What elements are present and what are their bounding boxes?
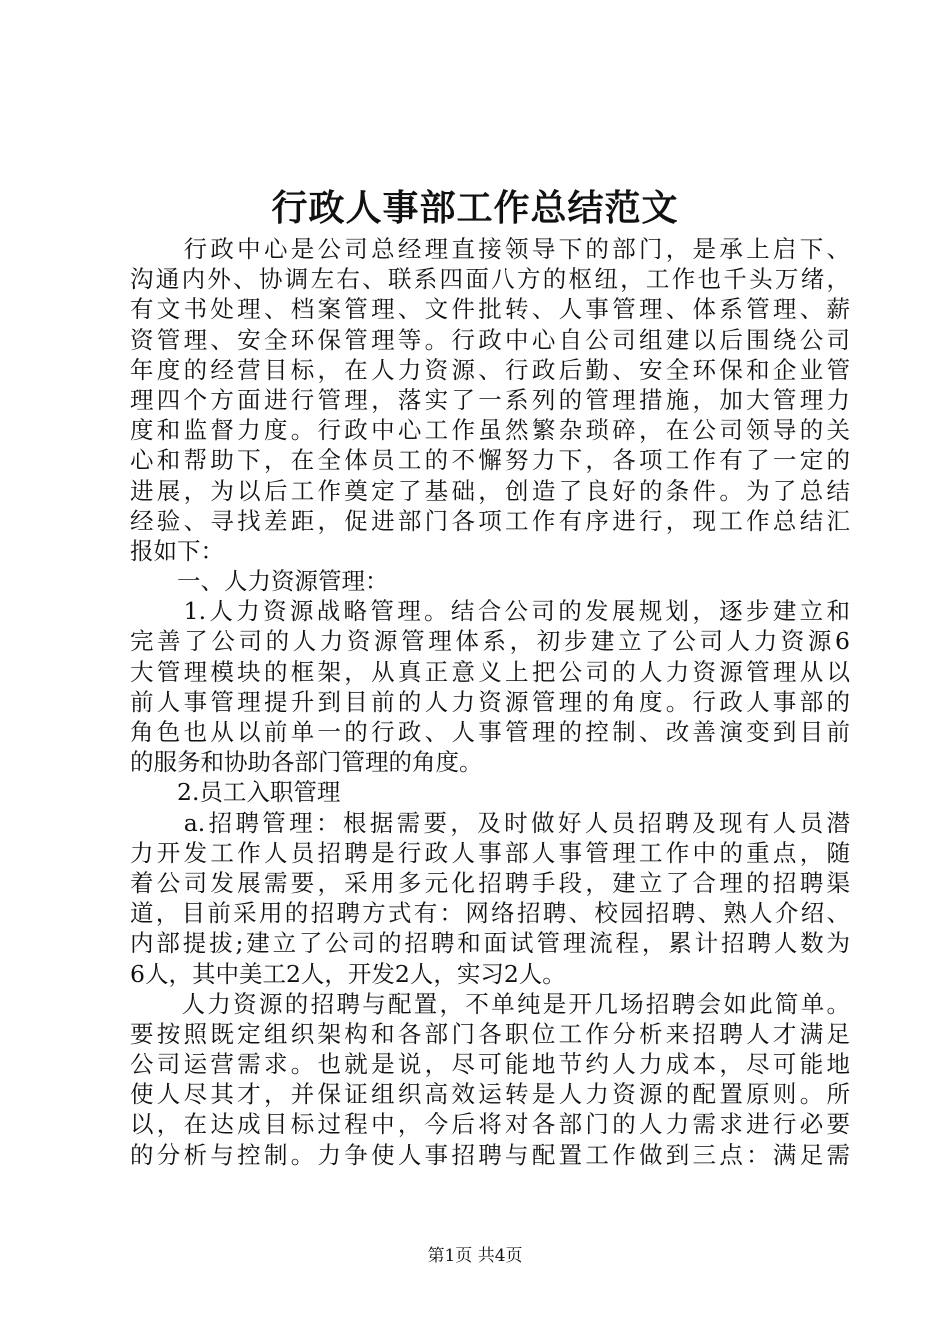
text-line: 1.人力资源战略管理。结合公司的发展规划，逐步建立和 [130, 597, 850, 626]
text-line: 的分析与控制。力争使人事招聘与配置工作做到三点：满足需 [130, 1140, 850, 1169]
text-line: 报如下： [130, 536, 224, 565]
text-line: 年度的经营目标，在人力资源、行政后勤、安全环保和企业管 [130, 355, 850, 384]
text-line: 有文书处理、档案管理、文件批转、人事管理、体系管理、薪 [130, 295, 850, 324]
text-line: 人力资源的招聘与配置，不单纯是开几场招聘会如此简单。 [130, 989, 850, 1018]
text-line: 大管理模块的框架，从真正意义上把公司的人力资源管理从以 [130, 657, 850, 686]
body-text [130, 234, 850, 1170]
text-line: 要按照既定组织架构和各部门各职位工作分析来招聘人才满足 [130, 1019, 850, 1048]
text-line: 行政中心是公司总经理直接领导下的部门，是承上启下、 [130, 235, 850, 263]
text-line: 6人，其中美工2人，开发2人，实习2人。 [130, 959, 566, 988]
text-line: 的服务和协助各部门管理的角度。 [130, 748, 483, 777]
text-line: 内部提拔;建立了公司的招聘和面试管理流程，累计招聘人数为 [130, 929, 850, 958]
subsection-heading: 2.员工入职管理 [130, 778, 341, 807]
text-line: 资管理、安全环保管理等。行政中心自公司组建以后围绕公司 [130, 325, 850, 354]
text-line: 着公司发展需要，采用多元化招聘手段，建立了合理的招聘渠 [130, 868, 850, 897]
text-line: 使人尽其才，并保证组织高效运转是人力资源的配置原则。所 [130, 1080, 850, 1109]
text-line: 度和监督力度。行政中心工作虽然繁杂琐碎，在公司领导的关 [130, 416, 850, 445]
text-line: 公司运营需求。也就是说，尽可能地节约人力成本，尽可能地 [130, 1050, 850, 1079]
section-heading: 一、人力资源管理： [130, 567, 389, 596]
text-line: 道，目前采用的招聘方式有：网络招聘、校园招聘、熟人介绍、 [130, 899, 850, 928]
page-title: 行政人事部工作总结范文 [271, 187, 679, 229]
text-line: 进展，为以后工作奠定了基础，创造了良好的条件。为了总结 [130, 476, 850, 505]
text-line: 以，在达成目标过程中，今后将对各部门的人力需求进行必要 [130, 1110, 850, 1139]
page-footer: 第1页 共4页 [427, 1246, 523, 1266]
text-line: 经验、寻找差距，促进部门各项工作有序进行，现工作总结汇 [130, 506, 850, 535]
text-line: 角色也从以前单一的行政、人事管理的控制、改善演变到目前 [130, 718, 850, 746]
text-line: a.招聘管理：根据需要，及时做好人员招聘及现有人员潜 [130, 808, 850, 837]
text-line: 完善了公司的人力资源管理体系，初步建立了公司人力资源6 [130, 627, 850, 656]
text-line: 心和帮助下，在全体员工的不懈努力下，各项工作有了一定的 [130, 446, 850, 475]
text-line: 前人事管理提升到目前的人力资源管理的角度。行政人事部的 [130, 687, 850, 716]
text-line: 力开发工作人员招聘是行政人事部人事管理工作中的重点，随 [130, 838, 850, 867]
text-line: 理四个方面进行管理，落实了一系列的管理措施，加大管理力 [130, 385, 850, 414]
text-line: 沟通内外、协调左右、联系四面八方的枢纽，工作也千头万绪， [130, 265, 850, 294]
